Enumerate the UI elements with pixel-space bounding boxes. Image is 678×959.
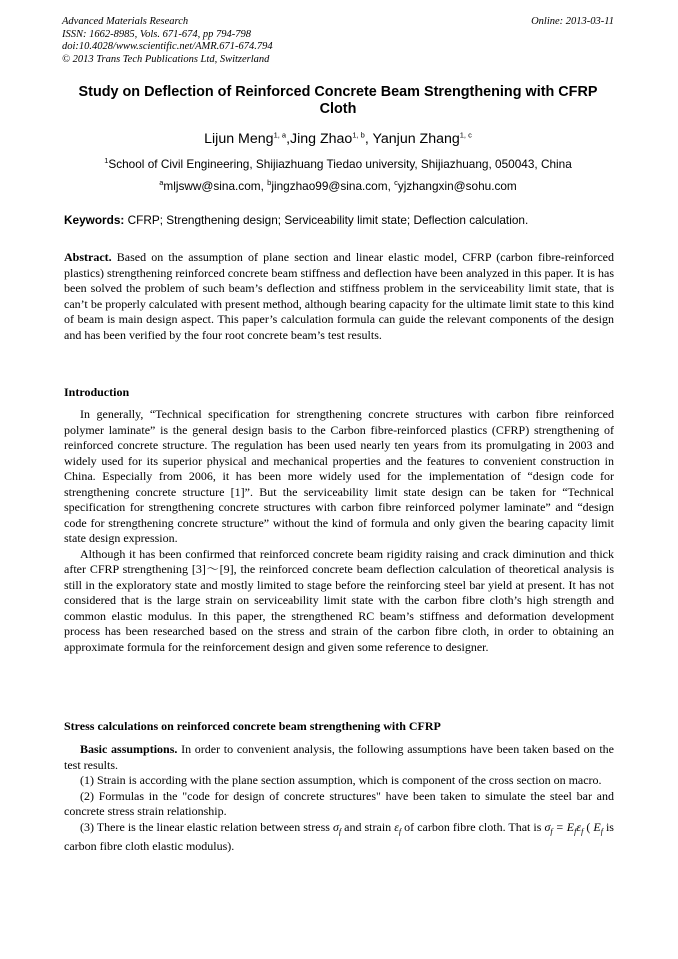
email-superscript: c: [394, 178, 398, 188]
math-symbol: E: [593, 819, 601, 834]
affiliation: [62, 157, 614, 171]
email-address: yjzhangxin@sohu.com: [397, 179, 517, 193]
math-subscript: f: [398, 826, 402, 836]
math-symbol: E: [566, 819, 575, 834]
math-symbol: σ: [332, 819, 339, 834]
math-sigma: [333, 820, 341, 834]
copyright-line: © 2013 Trans Tech Publications Ltd, Switzerland: [62, 53, 270, 65]
author-list: [62, 131, 614, 148]
text-run: and strain: [341, 819, 395, 834]
math-formula: [544, 820, 583, 834]
math-subscript: f: [550, 826, 553, 836]
math-subscript: f: [600, 826, 603, 836]
journal-header: [62, 16, 482, 66]
email-address: mljsww@sina.com,: [163, 179, 268, 193]
email-address: jingzhao99@sina.com,: [271, 179, 395, 193]
affiliation-superscript: 1: [104, 156, 109, 166]
paragraph: In generally, “Technical specification for strengthening concrete structures with carbon fibre reinforced polymer laminate” is the general design basis to the Carbon fibre-reinforced plastics (CFRP) strengthening of reinforced concrete structure. The regulation has been used nearly ten years from its promulgating in 2003 and widely used for its superior physical and mechanical properties and the features to convenient construction in China. Especially from 2006, it has been more widely used for the implementation of “design code for strengthening concrete structure [1]”. But the serviceability limit state design can be taken for “Technical specification for strengthening concrete structures with carbon fibre reinforced polymer laminate” and “design code for strengthening concrete structure” without the kind of formula and only given the bearing capacity limit state design expression.: [64, 407, 614, 545]
email-superscript: a: [159, 178, 164, 188]
author-name: ,Jing Zhao: [286, 131, 353, 147]
math-operator: =: [552, 819, 567, 834]
math-symbol: ε: [394, 819, 399, 834]
math-subscript: f: [581, 826, 584, 836]
section-heading-stress: Stress calculations on reinforced concrete beam strengthening with CFRP: [64, 719, 441, 733]
abstract-text: Based on the assumption of plane section and linear elastic model, CFRP (carbon fibre-reinforced plastics) strengthening reinforced concrete beam stiffness and deflection have been analyzed in this paper. It is has been solved the problem of such beam’s deflection and stiffness problem in the serviceability limit state, that is can’t be properly calculated with present method, although bearing capacity for the ultimate limit state to this kind of beam is main design aspect. This paper’s calculation formula can guide the relevant components of the design and has been verified by the four root concrete beam’s test results.: [64, 250, 614, 342]
math-subscript: f: [338, 826, 342, 836]
keywords: [64, 213, 614, 227]
abstract: [64, 250, 614, 343]
doi-line: doi:10.4028/www.scientific.net/AMR.671-674.794: [62, 41, 273, 52]
math-modulus: [593, 820, 603, 834]
email-list: [62, 179, 614, 193]
email-superscript: b: [267, 178, 272, 188]
author-name: Lijun Meng: [204, 131, 274, 147]
text-run: is carbon fibre cloth elastic modulus).: [64, 819, 614, 853]
author-name: , Yanjun Zhang: [364, 131, 460, 147]
paragraph: Although it has been confirmed that reinforced concrete beam rigidity raising and crack diminution and thick after CFRP strengthening [3]～[9], the reinforced concrete beam deflection calculation of theoretical analysis is still in the exploratory state and mostly limited to stage before the reinforcing steel bar yield at present. It has not considered that is the large strain on serviceability limit state with the carbon fibre cloth’s high strength and common elastic modulus. In this paper, the strengthened RC beam’s stiffness and deformation development process has been researched based on the stress and strain of the carbon fibre cloth, in order to obtaining an approximate formula for the reinforcement design and given some reference to designer.: [64, 546, 614, 654]
affiliation-text: School of Civil Engineering, Shijiazhuang Tiedao university, Shijiazhuang, 050043, China: [108, 157, 572, 171]
author-superscript: 1, a: [273, 130, 287, 140]
assumption-1: (1) Strain is according with the plane section assumption, which is component of the cross section on macro.: [80, 773, 602, 787]
assumption-3: [64, 820, 614, 855]
introduction-body: [64, 407, 614, 655]
journal-name: Advanced Materials Research: [62, 16, 189, 27]
math-symbol: σ: [544, 819, 551, 834]
math-subscript: f: [574, 826, 577, 836]
paragraph-text: In order to convenient analysis, the following assumptions have been taken based on the test results.: [64, 742, 614, 772]
paper-title: Study on Deflection of Reinforced Concrete Beam Strengthening with CFRP Cloth: [78, 84, 598, 117]
stress-body: [64, 742, 614, 855]
assumption-2: (2) Formulas in the "code for design of concrete structures" have been taken to simulate the steel bar and concrete stress strain relationship.: [64, 788, 614, 818]
section-heading-introduction: Introduction: [64, 385, 130, 399]
online-date: Online: 2013-03-11: [531, 16, 614, 27]
text-run: (: [583, 819, 594, 834]
issn-line: ISSN: 1662-8985, Vols. 671-674, pp 794-798: [62, 28, 251, 40]
author-superscript: 1, b: [352, 130, 365, 140]
author-superscript: 1, c: [459, 130, 472, 140]
keywords-label: Keywords:: [64, 213, 125, 227]
abstract-label: Abstract.: [64, 250, 112, 264]
text-run: (3) There is the linear elastic relation between stress: [80, 819, 333, 834]
math-symbol: ε: [576, 819, 582, 834]
subheading-basic-assumptions: Basic assumptions.: [80, 742, 178, 756]
paragraph: [64, 742, 614, 773]
keywords-text: CFRP; Strengthening design; Serviceability limit state; Deflection calculation.: [124, 213, 529, 227]
text-run: of carbon fibre cloth. That is: [401, 819, 545, 834]
